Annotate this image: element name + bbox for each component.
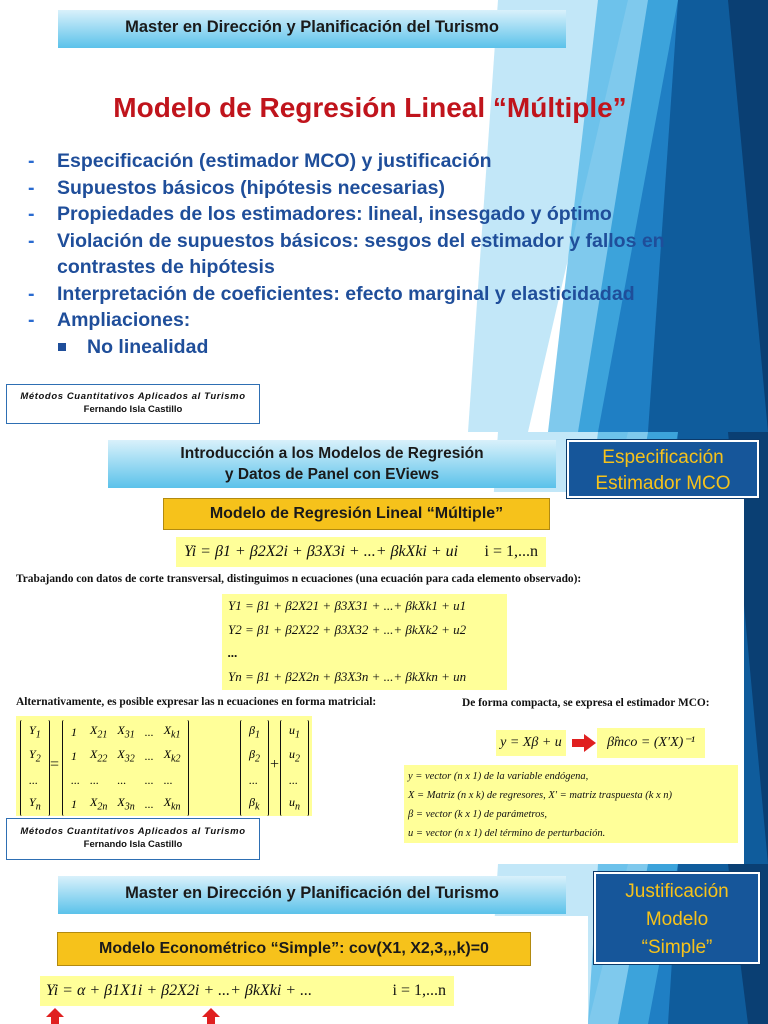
slide-2 [0,432,768,864]
slide2-header: Introducción a los Modelos de Regresión y Datos de Panel con EViews [108,440,556,488]
compact-equation: y = Xβ + u [496,730,566,756]
slide3-side-label: Justificación Modelo “Simple” [594,872,760,964]
slide3-header: Master en Dirección y Planificación del Turismo [58,876,566,914]
arrow-right-icon [572,734,596,752]
slide-3 [0,864,768,1024]
topic-item-continuation: contrastes de hipótesis [57,256,275,278]
topic-item: - Propiedades de los estimadores: lineal, insesgado y óptimo [28,203,612,225]
slide1-credit: Métodos Cuantitativos Aplicados al Turismo Fernando Isla Castillo [6,384,260,424]
estimator-equation: β̂mco = (X′X)⁻¹ [597,728,705,758]
beta-vector: $\beta_1$ $\beta_2$ ... $\beta_k$ [240,720,269,816]
slide1-title: Modelo de Regresión Lineal “Múltiple” [113,92,627,123]
compact-text: De forma compacta, se expresa el estimador MCO: [462,697,710,709]
slide1-header: Master en Dirección y Planificación del Turismo [58,10,566,48]
slide2-side-label: Especificación Estimador MCO [567,440,759,498]
arrow-up-icon [202,1008,220,1024]
slide-1 [0,0,768,432]
intro-text: Trabajando con datos de corte transversal, distinguimos n ecuaciones (una ecuación para cada elemento observado): [16,573,582,585]
equation-row: Y1 = β1 + β2X21 + β3X31 + ...+ βkXk1 + u1 [228,598,467,613]
matrix-form: $Y_1$ $Y_2$ ... $Y_n$ = 1 $X_{21}$ $X_{31}$ ... $X_{k1}$ 1 $X_{22}$ $X_{32}$ ... $X_{k2}$ ... ... ... ... ... 1 $X_{2n}$ $X_{3n}$ ... $X_{kn}$ $\beta_1$ $\beta_2$ ... $\beta_k$ + $u_1$ $u_2$ ... $u_n$ [16,716,312,816]
topic-item: - Especificación (estimador MCO) y justificación [28,150,492,172]
equation-system [222,594,507,690]
topic-item: - Supuestos básicos (hipótesis necesarias) [28,176,445,199]
topic-list [28,148,728,360]
x-matrix: 1 $X_{21}$ $X_{31}$ ... $X_{k1}$ 1 $X_{22}$ $X_{32}$ ... $X_{k2}$ ... ... ... ... ... 1 $X_{2n}$ $X_{3n}$ ... $X_{kn}$ [62,720,189,816]
u-vector: $u_1$ $u_2$ ... $u_n$ [280,720,309,816]
main-equation: Yi = β1 + β2X2i + β3X3i + ...+ βkXki + ui i = 1,...n [176,537,546,567]
simple-model-equation: Yi = α + β1X1i + β2X2i + ...+ βkXki + ... i = 1,...n [40,976,454,1006]
topic-item: - Violación de supuestos básicos: sesgos del estimador y fallos en [28,229,665,252]
square-bullet-icon [58,343,66,351]
matrix-text: Alternativamente, es posible expresar las n ecuaciones en forma matricial: [16,696,377,708]
slide2-credit: Métodos Cuantitativos Aplicados al Turismo Fernando Isla Castillo [6,818,260,860]
definitions: y = vector (n x 1) de la variable endógena, X = Matriz (n x k) de regresores, X′ = matriz traspuesta (k x n) β = vector (k x 1) de parámetros, u = vector (n x 1) del término de perturbación. [404,765,738,843]
slide3-box-title: Modelo Econométrico “Simple”: cov(X1, X2,3,,,k)=0 [57,932,531,966]
equation-row: ... [228,645,238,660]
topic-item: - Ampliaciones: [28,309,191,331]
y-vector: $Y_1$ $Y_2$ ... $Y_n$ [20,720,50,816]
topic-subitem: No linealidad [28,334,728,361]
equation-row: Yn = β1 + β2X2n + β3X3n + ...+ βkXkn + un [228,668,467,684]
arrow-up-icon [46,1008,64,1024]
slide2-box-title: Modelo de Regresión Lineal “Múltiple” [163,498,550,530]
topic-item: - Interpretación de coeficientes: efecto marginal y elasticidadad [28,282,635,305]
equation-row: Y2 = β1 + β2X22 + β3X32 + ...+ βkXk2 + u2 [228,621,467,637]
